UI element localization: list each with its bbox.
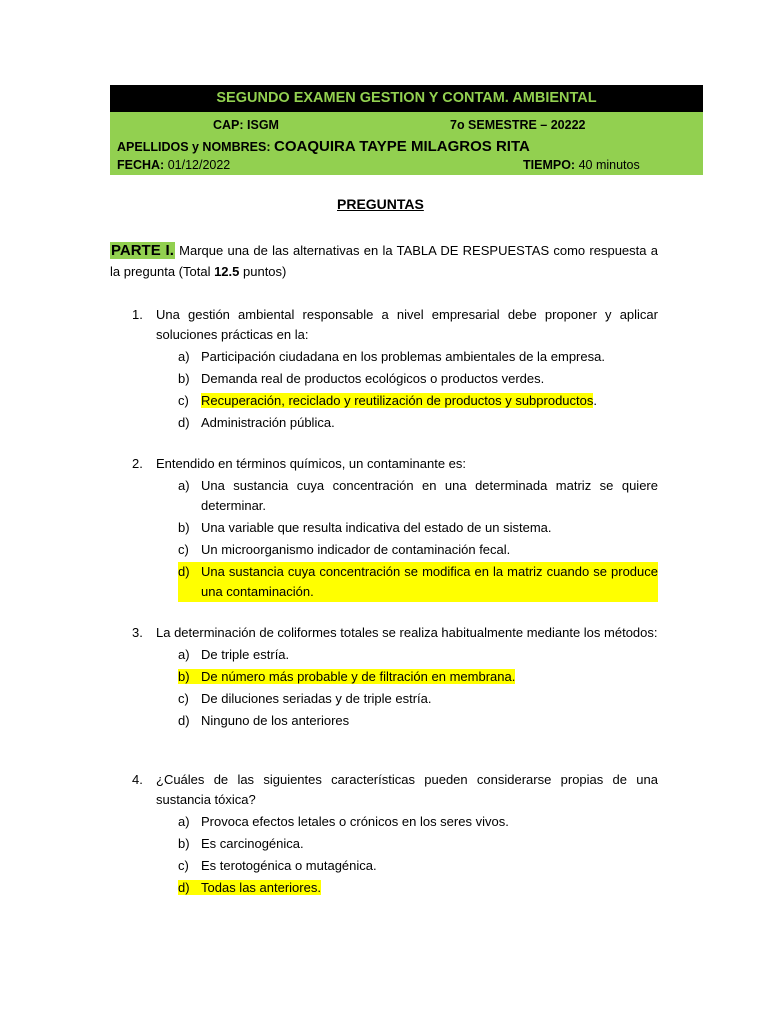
part-label: PARTE I. — [111, 242, 174, 259]
option-d-highlighted-answer — [178, 562, 658, 602]
question-1 — [132, 305, 658, 433]
option-text: De número más probable y de filtración en membrana. — [201, 669, 516, 684]
question-3 — [132, 623, 658, 731]
option-text — [201, 391, 658, 411]
option-a — [178, 347, 658, 367]
question-number: 1. — [132, 307, 143, 322]
part-instruction-end: puntos) — [239, 264, 287, 279]
option-c — [178, 540, 658, 560]
section-title: PREGUNTAS — [337, 196, 424, 212]
option-c — [178, 391, 658, 411]
option-text: Una variable que resulta indicativa del estado de un sistema. — [201, 520, 552, 535]
part-points: 12.5 — [214, 264, 240, 279]
question-text: La determinación de coliformes totales se realiza habitualmente mediante los métodos: — [156, 625, 658, 640]
option-letter: a) — [178, 814, 190, 829]
option-letter: a) — [178, 349, 190, 364]
date-value: 01/12/2022 — [167, 158, 231, 172]
option-text: Administración pública. — [201, 415, 335, 430]
part-instructions — [110, 240, 658, 282]
semester-label: 7o SEMESTRE – 20222 — [450, 118, 586, 132]
exam-header — [110, 85, 703, 175]
option-letter: c) — [178, 691, 189, 706]
student-info-block — [110, 112, 703, 175]
option-c — [178, 689, 658, 709]
option-text: Una sustancia cuya concentración en una determinada matriz se quiere determinar. — [201, 478, 658, 513]
option-d — [178, 711, 658, 731]
option-text: De triple estría. — [201, 647, 290, 662]
option-letter: c) — [178, 858, 189, 873]
time-label: TIEMPO: — [523, 158, 576, 172]
option-text: Provoca efectos letales o crónicos en los seres vivos. — [201, 814, 509, 829]
option-b — [178, 369, 658, 389]
option-highlight-wrap — [178, 878, 321, 898]
option-letter: c) — [178, 542, 189, 557]
question-text: ¿Cuáles de las siguientes características pueden considerarse propias de una sustancia tóxica? — [156, 772, 658, 807]
option-text: Ninguno de los anteriores — [201, 713, 350, 728]
time-row — [523, 158, 640, 172]
highlighted-answer: Recuperación, reciclado y reutilización de productos y subproductos — [201, 393, 594, 408]
time-value: 40 minutos — [578, 158, 640, 172]
cap-label: CAP: ISGM — [213, 118, 279, 132]
option-a — [178, 812, 658, 832]
question-number: 2. — [132, 456, 143, 471]
option-letter: d) — [178, 713, 190, 728]
option-d — [178, 878, 658, 898]
option-text: Un microorganismo indicador de contaminación fecal. — [201, 542, 511, 557]
question-number: 4. — [132, 772, 143, 787]
option-highlight-wrap — [178, 667, 515, 687]
option-text: Es carcinogénica. — [201, 836, 304, 851]
option-letter: b) — [178, 669, 190, 684]
question-number: 3. — [132, 625, 143, 640]
date-label: FECHA: — [117, 158, 165, 172]
option-b — [178, 834, 658, 854]
question-text: Entendido en términos químicos, un contaminante es: — [156, 456, 467, 471]
option-tail: . — [593, 393, 598, 408]
option-letter: b) — [178, 520, 190, 535]
date-row — [117, 158, 230, 172]
question-text: Una gestión ambiental responsable a nivel empresarial debe proponer y aplicar soluciones prácticas en la: — [156, 307, 658, 342]
option-letter: d) — [178, 564, 190, 579]
option-a — [178, 476, 658, 516]
option-letter: a) — [178, 478, 190, 493]
student-name: COAQUIRA TAYPE MILAGROS RITA — [273, 138, 530, 155]
option-letter: b) — [178, 371, 190, 386]
exam-title: SEGUNDO EXAMEN GESTION Y CONTAM. AMBIENTAL — [110, 85, 703, 112]
option-text: De diluciones seriadas y de triple estría. — [201, 691, 432, 706]
question-2 — [132, 454, 658, 602]
option-a — [178, 645, 658, 665]
names-label: APELLIDOS y NOMBRES: — [117, 140, 271, 154]
highlighted-answer — [178, 880, 321, 895]
option-d — [178, 413, 658, 433]
option-text: Todas las anteriores. — [201, 880, 321, 895]
part-instruction-text: Marque una de las alternativas en la TABLA DE RESPUESTAS como respuesta a la pregunta (Total — [110, 243, 658, 279]
option-letter: d) — [178, 880, 190, 895]
option-text: Demanda real de productos ecológicos o productos verdes. — [201, 371, 545, 386]
option-text: Una sustancia cuya concentración se modifica en la matriz cuando se produce una contaminación. — [201, 564, 658, 599]
highlighted-answer — [178, 669, 515, 684]
question-4 — [132, 770, 658, 898]
option-b — [178, 518, 658, 538]
option-b — [178, 667, 658, 687]
option-c — [178, 856, 658, 876]
names-row — [117, 138, 530, 155]
option-text: Es terotogénica o mutagénica. — [201, 858, 377, 873]
option-letter: a) — [178, 647, 190, 662]
option-letter: d) — [178, 415, 190, 430]
option-text: Participación ciudadana en los problemas ambientales de la empresa. — [201, 349, 605, 364]
option-letter: b) — [178, 836, 190, 851]
option-letter: c) — [178, 393, 189, 408]
